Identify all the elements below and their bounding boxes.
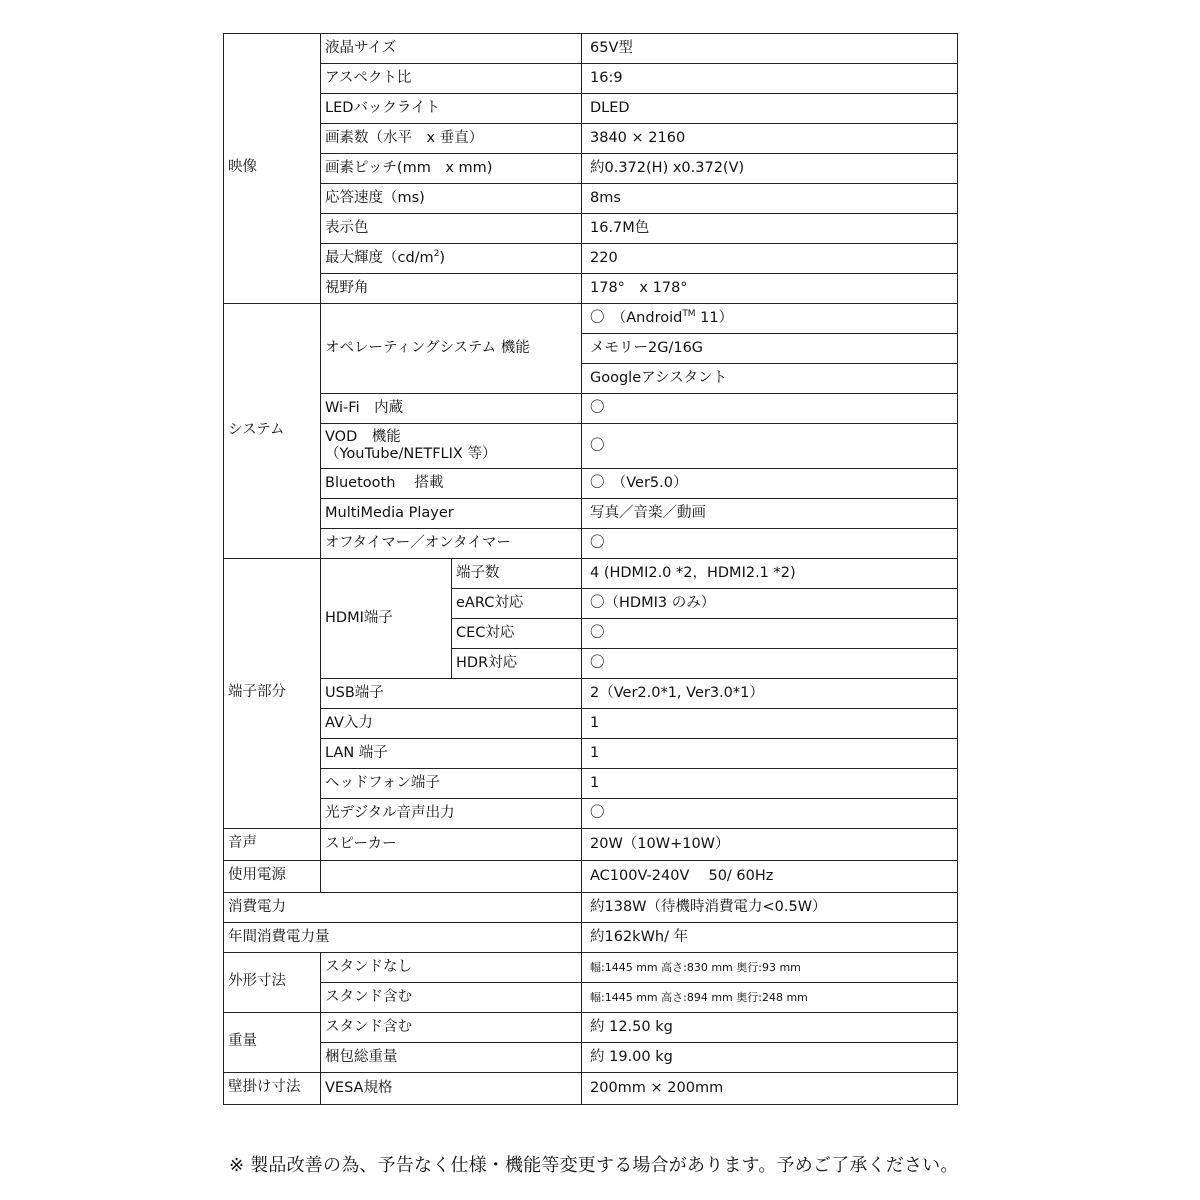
spec-value: 約138W（待機時消費電力<0.5W） <box>582 893 958 923</box>
table-row <box>224 499 958 529</box>
spec-label: LAN 端子 <box>321 739 582 769</box>
superscript: 2 <box>433 249 440 260</box>
spec-value: 〇 （Ver5.0） <box>582 469 958 499</box>
category-system: システム <box>224 304 321 559</box>
os-value-end: 11） <box>695 310 734 326</box>
spec-label: 液晶サイズ <box>321 34 582 64</box>
table-row <box>224 34 958 64</box>
table-row <box>224 154 958 184</box>
spec-label: 視野角 <box>321 274 582 304</box>
table-row <box>224 304 958 334</box>
spec-label: ヘッドフォン端子 <box>321 769 582 799</box>
spec-value: 幅:1445 mm 高さ:830 mm 奥行:93 mm <box>582 953 958 983</box>
spec-value: 〇 <box>582 799 958 829</box>
table-row <box>224 559 958 589</box>
table-row <box>224 923 958 953</box>
spec-sublabel: CEC対応 <box>452 619 582 649</box>
spec-label: 光デジタル音声出力 <box>321 799 582 829</box>
table-row <box>224 739 958 769</box>
table-row <box>224 529 958 559</box>
spec-value: 約162kWh/ 年 <box>582 923 958 953</box>
category-dimensions: 外形寸法 <box>224 953 321 1013</box>
spec-value: 220 <box>582 244 958 274</box>
spec-label <box>321 861 582 893</box>
spec-value: 写真／音楽／動画 <box>582 499 958 529</box>
table-row <box>224 983 958 1013</box>
spec-value: 約 19.00 kg <box>582 1043 958 1073</box>
table-row <box>224 709 958 739</box>
spec-label: VESA規格 <box>321 1073 582 1105</box>
table-row <box>224 893 958 923</box>
spec-label <box>321 244 582 274</box>
table-row <box>224 214 958 244</box>
spec-value: 200mm × 200mm <box>582 1073 958 1105</box>
footnote: ※ 製品改善の為、予告なく仕様・機能等変更する場合があります。予めご了承ください。 <box>229 1155 959 1176</box>
spec-value: 2（Ver2.0*1, Ver3.0*1） <box>582 679 958 709</box>
spec-value: 〇 <box>582 619 958 649</box>
spec-label-line1: VOD 機能 <box>325 429 401 445</box>
spec-value: 16:9 <box>582 64 958 94</box>
spec-label: 画素数（水平 x 垂直） <box>321 124 582 154</box>
table-row <box>224 1013 958 1043</box>
table-row <box>224 424 958 469</box>
trademark-sup: TM <box>682 309 696 320</box>
category-audio: 音声 <box>224 829 321 861</box>
spec-label: スピーカー <box>321 829 582 861</box>
spec-value: 20W（10W+10W） <box>582 829 958 861</box>
spec-label: オフタイマー／オンタイマー <box>321 529 582 559</box>
spec-value: AC100V-240V 50/ 60Hz <box>582 861 958 893</box>
category-annual-power: 年間消費電力量 <box>224 923 582 953</box>
spec-label: スタンド含む <box>321 983 582 1013</box>
spec-value: 4 (HDMI2.0 *2，HDMI2.1 *2) <box>582 559 958 589</box>
table-row <box>224 1073 958 1105</box>
hdmi-label: HDMI端子 <box>321 559 452 679</box>
spec-label: 梱包総重量 <box>321 1043 582 1073</box>
spec-label: スタンドなし <box>321 953 582 983</box>
spec-value: 178° x 178° <box>582 274 958 304</box>
category-power-supply: 使用電源 <box>224 861 321 893</box>
spec-value: 約0.372(H) x0.372(V) <box>582 154 958 184</box>
spec-value: 幅:1445 mm 高さ:894 mm 奥行:248 mm <box>582 983 958 1013</box>
spec-value: 3840 × 2160 <box>582 124 958 154</box>
spec-label: 応答速度（ms) <box>321 184 582 214</box>
spec-value: Googleアシスタント <box>582 364 958 394</box>
table-row <box>224 469 958 499</box>
spec-value: 約 12.50 kg <box>582 1013 958 1043</box>
spec-label: USB端子 <box>321 679 582 709</box>
table-row <box>224 124 958 154</box>
category-terminals: 端子部分 <box>224 559 321 829</box>
spec-sublabel: eARC対応 <box>452 589 582 619</box>
table-row <box>224 861 958 893</box>
spec-value: 16.7M色 <box>582 214 958 244</box>
table-row <box>224 64 958 94</box>
os-value-text: 〇 （Android <box>590 310 683 326</box>
table-row <box>224 679 958 709</box>
spec-sublabel: HDR対応 <box>452 649 582 679</box>
spec-value: DLED <box>582 94 958 124</box>
spec-value: 〇 <box>582 394 958 424</box>
spec-sublabel: 端子数 <box>452 559 582 589</box>
spec-value: 〇 <box>582 529 958 559</box>
table-row <box>224 94 958 124</box>
spec-label-end: ) <box>439 250 446 266</box>
spec-table <box>223 33 958 1105</box>
table-row <box>224 394 958 424</box>
spec-value: 〇（HDMI3 のみ） <box>582 589 958 619</box>
spec-value: 〇 <box>582 424 958 469</box>
category-wall-mount: 壁掛け寸法 <box>224 1073 321 1105</box>
spec-label: 表示色 <box>321 214 582 244</box>
table-row <box>224 184 958 214</box>
spec-label: アスペクト比 <box>321 64 582 94</box>
spec-label <box>321 424 582 469</box>
spec-label-line2: （YouTube/NETFLIX 等） <box>325 446 497 462</box>
spec-value: メモリー2G/16G <box>582 334 958 364</box>
spec-value: 1 <box>582 769 958 799</box>
spec-label: オペレーティングシステム 機能 <box>321 304 582 394</box>
spec-value: 65V型 <box>582 34 958 64</box>
spec-value: 1 <box>582 709 958 739</box>
spec-label: LEDバックライト <box>321 94 582 124</box>
category-weight: 重量 <box>224 1013 321 1073</box>
spec-label: スタンド含む <box>321 1013 582 1043</box>
table-row <box>224 953 958 983</box>
spec-value: 8ms <box>582 184 958 214</box>
table-row <box>224 799 958 829</box>
spec-label: Bluetooth 搭載 <box>321 469 582 499</box>
category-video: 映像 <box>224 34 321 304</box>
spec-value <box>582 304 958 334</box>
spec-label-text: 最大輝度（cd/m <box>325 250 434 266</box>
table-row <box>224 1043 958 1073</box>
spec-label: AV入力 <box>321 709 582 739</box>
spec-label: Wi-Fi 内蔵 <box>321 394 582 424</box>
category-power-consumption: 消費電力 <box>224 893 582 923</box>
spec-value: 〇 <box>582 649 958 679</box>
spec-value: 1 <box>582 739 958 769</box>
spec-label: 画素ピッチ(mm x mm) <box>321 154 582 184</box>
spec-label: MultiMedia Player <box>321 499 582 529</box>
table-row <box>224 274 958 304</box>
table-row <box>224 244 958 274</box>
table-row <box>224 829 958 861</box>
table-row <box>224 769 958 799</box>
